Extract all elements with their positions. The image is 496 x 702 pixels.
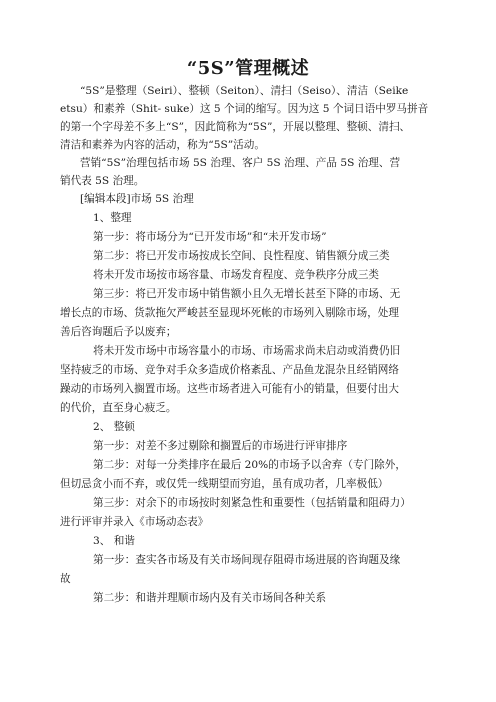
body-line: 躁动的市场列入搁置市场。这些市场者进入可能有小的销量，但要付出大 — [60, 383, 399, 395]
body-line: 第二步：对每一分类排序在最后 20%的市场予以舍弃（专门除外， — [93, 459, 406, 471]
body-line: 的第一个字母差不多上“S”，因此简称为“5S”，开展以整理、整顿、清扫、 — [60, 121, 411, 133]
body-line: 营销“5S”治理包括市场 5S 治理、客户 5S 治理、产品 5S 治理、营 — [80, 157, 401, 169]
body-line: 进行评审并录入《市场动态表》 — [60, 516, 209, 528]
body-line: 的代价，直至身心疲乏。 — [60, 402, 177, 414]
body-line: 第一步：查实各市场及有关市场间现存阻碍市场进展的咨询题及缘 — [93, 554, 401, 566]
body-line: 第一步：将市场分为“已开发市场”和“未开发市场” — [93, 231, 327, 243]
body-line: 将未开发市场中市场容量小的市场、市场需求尚未启动或消费仍旧 — [93, 345, 401, 357]
document-title: “5S”管理概述 — [186, 58, 310, 79]
subsection-heading: 1、整理 — [93, 212, 132, 224]
body-line: “5S”是整理（Seiri）、整顿（Seiton）、清扫（Seiso）、清洁（Seike — [80, 85, 409, 97]
body-line: 第二步：将已开发市场按成长空间、良性程度、销售额分成三类 — [93, 250, 390, 262]
body-line: 善后咨询题后予以废弃； — [60, 326, 177, 338]
section-heading: [编辑本段]市场 5S 治理 — [80, 193, 194, 205]
body-line: 将未开发市场按市场容量、市场发育程度、竞争秩序分成三类 — [93, 269, 380, 281]
body-line: 第三步：将已开发市场中销售额小且久无增长甚至下降的市场、无 — [93, 288, 401, 300]
body-line: etsu）和素养（Shit- suke）这 5 个词的缩写。因为这 5 个词日语中罗马拼音 — [60, 103, 429, 115]
body-line: 销代表 5S 治理。 — [60, 175, 145, 187]
body-line: 清洁和素养为内容的活动，称为“5S”活动。 — [60, 139, 265, 151]
body-line: 增长点的市场、货款拖欠严峻甚至显现坏死帐的市场列入剔除市场，处理 — [60, 307, 399, 319]
subsection-heading: 2、 整顿 — [93, 421, 135, 433]
body-line: 故 — [60, 573, 71, 585]
body-line: 第二步：和谐并理顺市场内及有关市场间各种关系 — [93, 592, 327, 604]
body-line: 第三步：对余下的市场按时刻紧急性和重要性（包括销量和阻碍力） — [93, 497, 411, 509]
subsection-heading: 3、 和谐 — [93, 535, 135, 547]
body-line: 但切忌贪小而不弃，或仅凭一线期望而穷追，虽有成功者，几率极低） — [60, 478, 389, 490]
body-line: 坚持疲乏的市场、竞争对手众多造成价格紊乱、产品鱼龙混杂且经销网络 — [60, 364, 399, 376]
body-line: 第一步：对差不多过剔除和搁置后的市场进行评审排序 — [93, 440, 348, 452]
